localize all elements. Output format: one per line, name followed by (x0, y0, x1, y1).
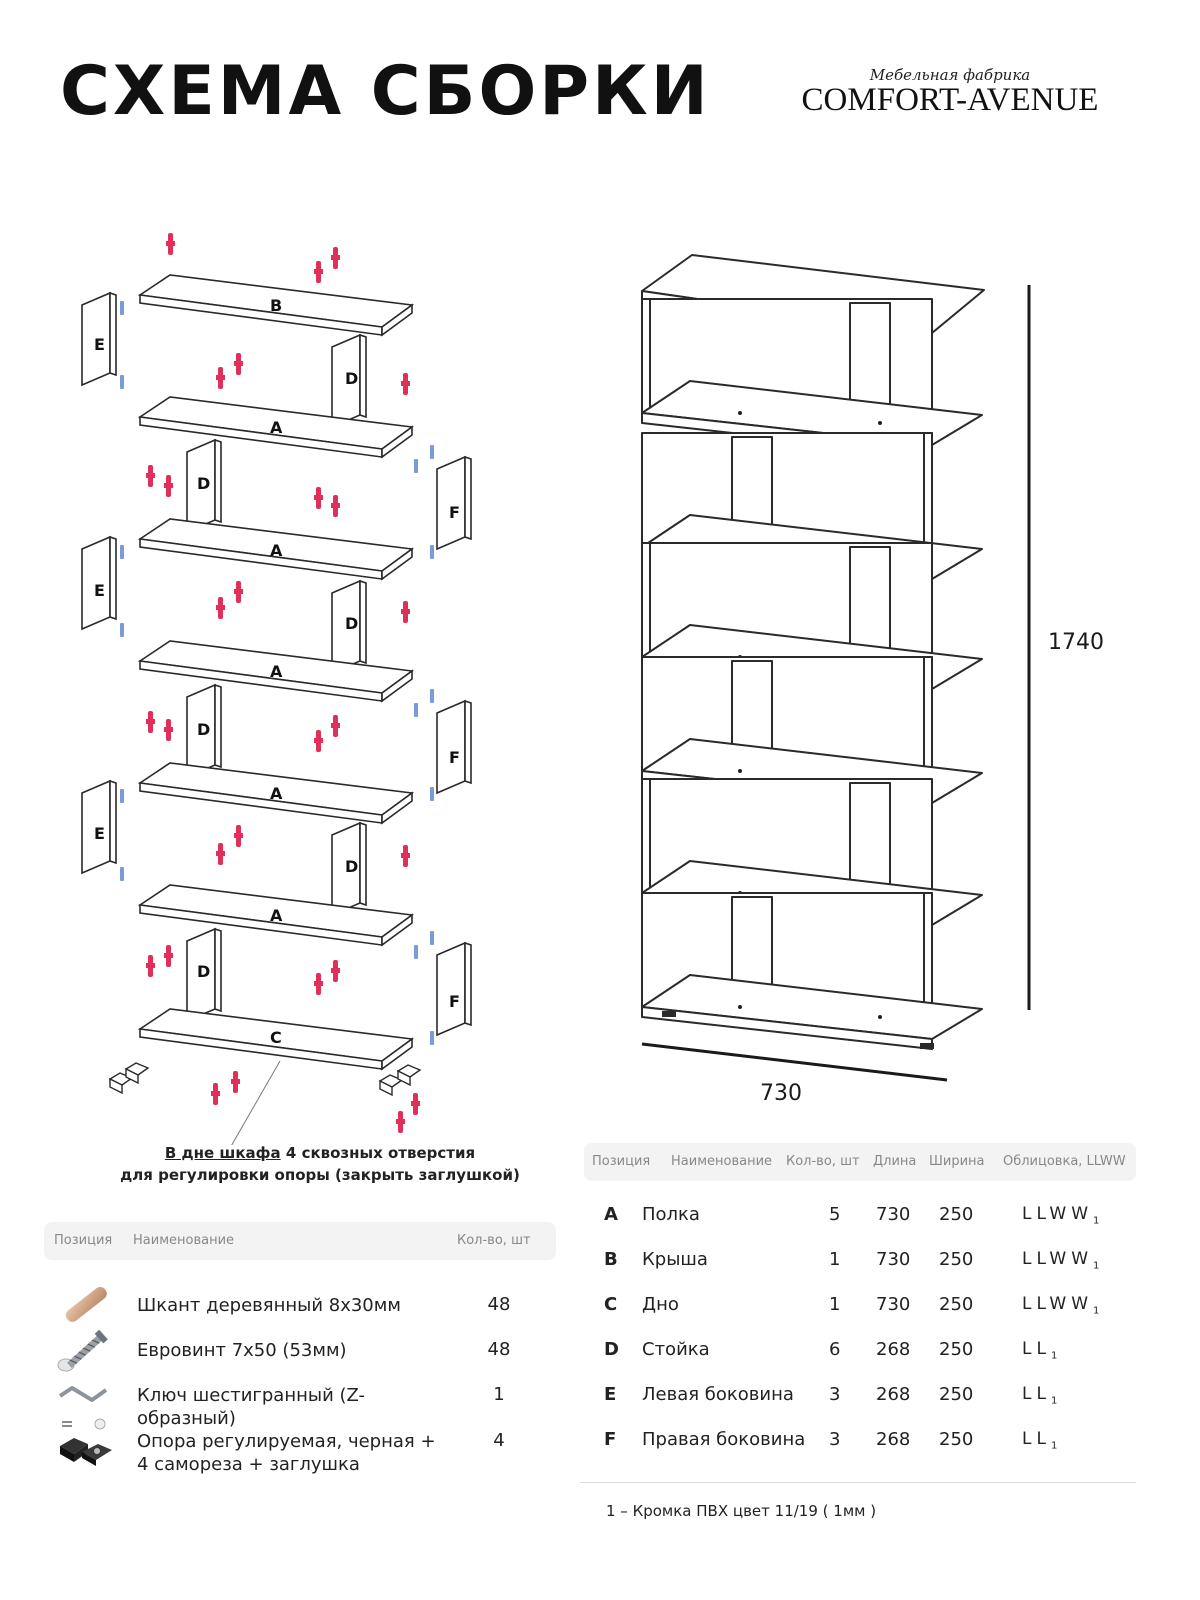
part-label: F (449, 992, 460, 1011)
side-panel (642, 779, 650, 899)
dowel-icon (146, 963, 155, 968)
part-length: 730 (876, 1249, 911, 1270)
dowel-icon (216, 375, 225, 380)
parts-row (584, 1429, 1136, 1459)
hardware-name: Шкант деревянный 8х30мм (137, 1295, 401, 1316)
hardware-name-line1: Опора регулируемая, черная + (137, 1431, 436, 1452)
part-label: A (270, 906, 283, 925)
part-label: F (449, 748, 460, 767)
part-name: Стойка (642, 1339, 710, 1360)
dowel-icon (234, 361, 243, 366)
right-side-panel-f (437, 943, 471, 1035)
part-label: D (345, 369, 359, 388)
part-label: D (345, 857, 359, 876)
part-edge-subscript: 1 (1093, 1260, 1100, 1272)
part-edge-code: LL (1022, 1429, 1051, 1449)
part-edge (1022, 1384, 1057, 1406)
part-name: Левая боковина (642, 1384, 794, 1405)
screw-icon (120, 301, 124, 315)
part-label: F (449, 503, 460, 522)
hardware-name (137, 1430, 457, 1476)
parts-row (584, 1384, 1136, 1414)
note-holes: 4 сквозных отверстия (285, 1144, 476, 1162)
hardware-qty: 48 (487, 1294, 511, 1315)
width-dimension-line (642, 1044, 947, 1080)
dowel-icon (331, 723, 340, 728)
hardware-qty: 1 (493, 1384, 505, 1405)
height-dimension-label: 1740 (1048, 630, 1104, 655)
hole-mark (738, 1005, 742, 1009)
parts-row (584, 1204, 1136, 1234)
part-label: E (94, 335, 105, 354)
part-label: A (270, 784, 283, 803)
table-divider (580, 1482, 1136, 1483)
part-position: A (604, 1204, 618, 1225)
post-panel (850, 547, 890, 655)
hole-mark (878, 421, 882, 425)
col-qty: Кол-во, шт (786, 1154, 860, 1169)
parts-row (584, 1294, 1136, 1324)
part-edge-subscript: 1 (1093, 1305, 1100, 1317)
part-width: 250 (939, 1249, 974, 1270)
side-panel (924, 893, 932, 1013)
hardware-qty: 48 (487, 1339, 511, 1360)
part-label: A (270, 662, 283, 681)
screw-icon (120, 375, 124, 389)
screw-icon (120, 867, 124, 881)
part-edge-code: LLWW (1022, 1294, 1093, 1314)
dowel-icon (314, 738, 323, 743)
dowel-icon (231, 1079, 240, 1084)
part-label: D (197, 962, 211, 981)
part-qty: 3 (829, 1384, 841, 1405)
dowel-icon (331, 968, 340, 973)
part-label: A (270, 541, 283, 560)
screw-icon (120, 545, 124, 559)
dowel-icon (401, 609, 410, 614)
hole-mark (878, 1015, 882, 1019)
part-edge-subscript: 1 (1050, 1395, 1058, 1407)
col-position: Позиция (54, 1233, 113, 1248)
hole-mark (738, 769, 742, 773)
part-label: D (345, 614, 359, 633)
part-label: C (270, 1028, 282, 1047)
post-panel (850, 783, 890, 891)
post-panel (850, 303, 890, 411)
hole-mark (738, 411, 742, 415)
adjustable-foot-icon (56, 1418, 112, 1466)
screw-icon (120, 789, 124, 803)
exploded-assembly-diagram (60, 225, 580, 1145)
side-panel (642, 543, 650, 663)
dowel-icon (331, 255, 340, 260)
screw-icon (120, 623, 124, 637)
side-panel (924, 657, 932, 777)
right-side-panel-f (437, 701, 471, 793)
part-qty: 6 (829, 1339, 841, 1360)
wooden-dowel-icon (56, 1280, 112, 1328)
hardware-name: Евровинт 7х50 (53мм) (137, 1340, 347, 1361)
part-label: B (270, 296, 283, 315)
part-name: Дно (642, 1294, 679, 1315)
part-length: 268 (876, 1429, 911, 1450)
hex-key-icon (56, 1370, 112, 1418)
part-position: C (604, 1294, 618, 1315)
dowel-icon (146, 719, 155, 724)
part-label: E (94, 824, 105, 843)
part-width: 250 (939, 1294, 974, 1315)
brand-name: COMFORT-AVENUE (801, 82, 1099, 118)
part-edge-code: LL (1022, 1339, 1051, 1359)
part-edge-subscript: 1 (1050, 1440, 1058, 1452)
screw-icon (414, 703, 418, 717)
dowel-icon (331, 503, 340, 508)
part-width: 250 (939, 1339, 974, 1360)
dowel-icon (314, 981, 323, 986)
dowel-icon (234, 833, 243, 838)
parts-row (584, 1249, 1136, 1279)
col-width: Ширина (929, 1154, 985, 1169)
part-edge-subscript: 1 (1050, 1350, 1058, 1362)
part-name: Полка (642, 1204, 700, 1225)
dowel-icon (401, 853, 410, 858)
edge-footnote: 1 – Кромка ПВХ цвет 11/19 ( 1мм ) (606, 1502, 877, 1520)
col-qty: Кол-во, шт (457, 1233, 531, 1248)
part-edge-code: LL (1022, 1384, 1051, 1404)
part-name: Правая боковина (642, 1429, 806, 1450)
dowel-icon (396, 1119, 405, 1124)
part-length: 268 (876, 1384, 911, 1405)
part-qty: 3 (829, 1429, 841, 1450)
part-position: F (604, 1429, 617, 1450)
part-edge-code: LLWW (1022, 1204, 1093, 1224)
part-length: 730 (876, 1204, 911, 1225)
part-position: B (604, 1249, 618, 1270)
col-length: Длина (873, 1154, 917, 1169)
dowel-icon (164, 727, 173, 732)
part-position: D (604, 1339, 619, 1360)
screw-icon (414, 459, 418, 473)
foot (920, 1043, 934, 1049)
part-name: Крыша (642, 1249, 708, 1270)
dowel-icon (164, 483, 173, 488)
screw-icon (430, 689, 434, 703)
page-title: СХЕМА СБОРКИ (60, 52, 711, 131)
part-label: D (197, 720, 211, 739)
euro-screw-icon (56, 1325, 112, 1373)
dowel-icon (234, 589, 243, 594)
width-dimension-label: 730 (760, 1081, 802, 1105)
brand-subtitle: Мебельная фабрика (869, 66, 1031, 84)
dowel-icon (164, 953, 173, 958)
part-edge-code: LLWW (1022, 1249, 1093, 1269)
part-edge-subscript: 1 (1093, 1215, 1100, 1227)
part-edge (1022, 1429, 1057, 1451)
side-panel (642, 299, 650, 419)
part-length: 268 (876, 1339, 911, 1360)
parts-row (584, 1339, 1136, 1369)
dowel-icon (314, 269, 323, 274)
screw-icon (430, 445, 434, 459)
note-bottom: В дне шкафа (164, 1144, 281, 1162)
dowel-icon (211, 1091, 220, 1096)
bottom-holes-note (60, 1142, 580, 1186)
col-edge: Облицовка, LLWW (1003, 1154, 1126, 1169)
part-label: E (94, 581, 105, 600)
part-edge (1022, 1294, 1099, 1316)
col-name: Наименование (133, 1233, 235, 1248)
note-line2: для регулировки опоры (закрыть заглушкой) (120, 1166, 520, 1184)
screw-icon (430, 787, 434, 801)
part-label: D (197, 474, 211, 493)
brand-logo (790, 66, 1110, 119)
side-panel (924, 433, 932, 553)
dowel-icon (216, 605, 225, 610)
dowel-icon (166, 241, 175, 246)
hardware-name-line2: 4 самореза + заглушка (137, 1454, 360, 1475)
dowel-icon (146, 473, 155, 478)
hardware-table-header (44, 1222, 556, 1260)
foot (662, 1011, 676, 1017)
dowel-icon (411, 1101, 420, 1106)
part-width: 250 (939, 1429, 974, 1450)
assembled-shelf-drawing (580, 225, 1140, 1105)
part-edge (1022, 1249, 1099, 1271)
part-edge (1022, 1339, 1057, 1361)
part-position: E (604, 1384, 617, 1405)
part-label: A (270, 418, 283, 437)
col-name: Наименование (671, 1154, 773, 1169)
dowel-icon (314, 495, 323, 500)
dowel-icon (216, 851, 225, 856)
hardware-name: Ключ шестигранный (Z-образный) (137, 1385, 366, 1429)
screw-icon (430, 931, 434, 945)
parts-table-header (584, 1143, 1136, 1181)
part-length: 730 (876, 1294, 911, 1315)
part-width: 250 (939, 1384, 974, 1405)
part-qty: 1 (829, 1249, 841, 1270)
screw-icon (414, 945, 418, 959)
part-qty: 5 (829, 1204, 841, 1225)
part-width: 250 (939, 1204, 974, 1225)
hardware-qty: 4 (493, 1430, 505, 1451)
screw-icon (430, 545, 434, 559)
dowel-icon (401, 381, 410, 386)
col-position: Позиция (592, 1154, 651, 1169)
part-edge (1022, 1204, 1099, 1226)
part-qty: 1 (829, 1294, 841, 1315)
screw-icon (430, 1031, 434, 1045)
